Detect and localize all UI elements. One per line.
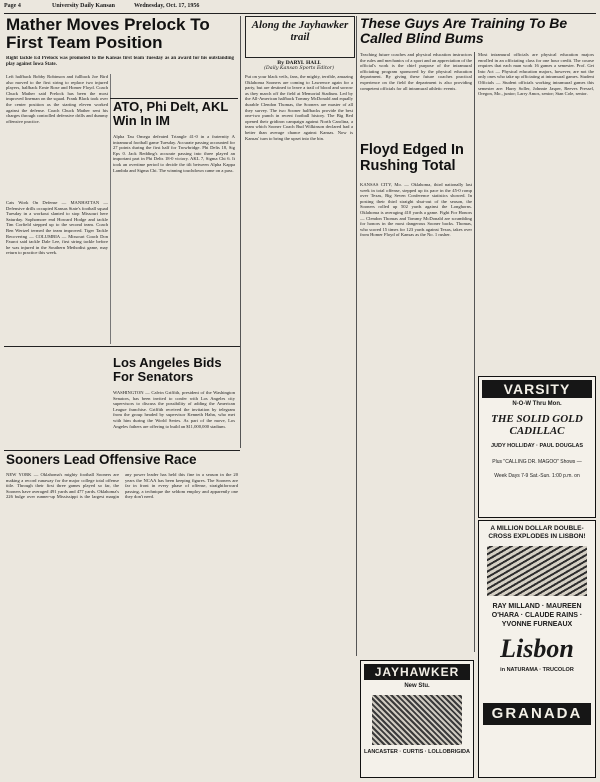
- page-number: Page 4: [4, 3, 21, 9]
- jayhawker-acts: LANCASTER · CURTIS · LOLLOBRIGIDA: [363, 749, 471, 755]
- mather-lead: Right tackle Ed Prelock was promoted to the Kansas first team Tuesday as an award for his outstanding play against Iowa State.: [6, 56, 234, 67]
- trail-subbyline: (Daily Kansan Sports Editor): [264, 66, 334, 71]
- jayhawker-sub: New Stu.: [404, 683, 430, 689]
- trail-logo: [245, 16, 355, 58]
- trail-title: Along the Jayhawker trail: [251, 19, 349, 43]
- varsity-times: Week Days 7-9 Sat.-Sun. 1:00 p.m. on: [494, 473, 580, 479]
- col-rule-1: [240, 16, 241, 448]
- guys-right: Most intramural officials are physical education majors enrolled in an officiating class for one hour credit. The course requires that each man work 16 games a semester. Prof. Get Into Act — Physical education majors, however, are not the only ones who take up officiating at intramural games. Student Officials — Student officials working intramural games this semester are: Harry Soller, Johnnie Jasper, Reeves Pressel, Oregon, Mo., junior; Larry Amos, senior; Stan Cole, senior.: [478, 52, 594, 97]
- varsity-now: N-O-W Thru Mon.: [512, 401, 562, 407]
- col-rule-3: [356, 446, 357, 656]
- mather-col-2: Cats Work On Defense — MANHATTAN — Defensive drills occupied Kansas State's football squad Tuesday in a workout slanted to stop Missouri here Saturday. Sophomore end Howard Hodge and tackle Tim Corfield stepped up to the second team. Coach Ben Wertzel termed the team improved. Tiger Tackle Recovering — COLUMBIA — Missouri Coach Don Faurot said tackle Dale Lee, first string tackle before he was injured in the Southern Methodist game, may return to practice this week.: [6, 200, 108, 256]
- varsity-feature: THE SOLID GOLD CADILLAC: [491, 413, 583, 437]
- sooners-headline: Sooners Lead Offensive Race: [6, 452, 197, 467]
- trail-byline: By DARYL HALL: [277, 60, 321, 66]
- losangeles-body: WASHINGTON — Calvin Griffith, president of the Washington Senators, has been invited to confer with Los Angeles city supervisors to discuss the possibility of adding the American League franchise. Griffith received the invitation by telegram from the group headed by supervisor Kenneth Hahn, who met with him during the World Series. As part of the move, Los Angeles fathers are offering to build an $11,000,000 stadium.: [113, 390, 235, 429]
- floyd-headline: Floyd Edged In Rushing Total: [360, 142, 464, 174]
- ato-headline: ATO, Phi Delt, AKL Win In IM: [113, 99, 229, 128]
- jayhawker-ad: [360, 660, 474, 778]
- ato-body: Alpha Tau Omega defeated Triangle 41-0 in a fraternity A intramural football game Tuesday. Accurate passing accounted for 27 points during the first half for Trowbridge. Phi Delts 18, Sig Eps 0. Jack Redding's accurate passing into three played an important part in Phi Delts 18-0 victory. AKL 7, Sigma Chi 6. It took an overtime period to decide the tilt between Alpha Kappa Lambda and Sigma Chi. The winning touchdown came on a pass.: [113, 134, 235, 173]
- varsity-stars: JUDY HOLLIDAY · PAUL DOUGLAS: [491, 443, 583, 449]
- col-rule-4: [474, 52, 475, 652]
- varsity-name: VARSITY: [482, 380, 592, 398]
- col-rule-2: [356, 16, 357, 446]
- mather-headline: Mather Moves Prelock To First Team Position: [6, 15, 210, 52]
- granada-tagline: A MILLION DOLLAR DOUBLE-CROSS EXPLODES IN LISBON!: [488, 525, 586, 540]
- sooners-top-rule: [4, 450, 240, 451]
- top-rule: [4, 13, 596, 14]
- guys-headline: These Guys Are Training To Be Called Blind Bums: [360, 15, 568, 46]
- trail-body: Put on your black veils, fans, the mighty, terrible, amazing Oklahoma Sooners are coming to Lawrence again for a party, but are destined to leave a trail of blood and sorrow as they march off the field at Memorial Stadium. Led by the All-American halfback Tommy McDonald and equally durable Clendon Thomas, the Sooners are master of all they survey. The two Sooner halfbacks provide the best one-two punch in recent football history. The Big Red opened their gridiron campaign against North Carolina, a team which Sooner Coach Bud Wilkinson declared had a better than average chance against Kansas. Now is Kansas' turn to bring the upset into the bin.: [245, 74, 353, 141]
- mid-rule-left: [4, 346, 240, 347]
- jayhawker-name: JAYHAWKER: [364, 664, 470, 680]
- granada-process: in NATURAMA · TRUCOLOR: [500, 667, 574, 673]
- jayhawker-artwork: [372, 695, 462, 745]
- guys-body: Teaching future coaches and physical education instructors the rules and mechanics of a sport and an appreciation of the official's work is the chief purpose of the intramural officiating program sponsored by the physical education department. By giving these future coaches practical experience on the field the department is also providing competent officials for all intramural athletic events.: [360, 52, 472, 91]
- losangeles-headline: Los Angeles Bids For Senators: [113, 355, 222, 384]
- col-divider: [110, 74, 111, 344]
- floyd-body: KANSAS CITY, Mo. — Oklahoma, third nationally last week in total offense, stepped up its pace in the 45-0 romp over Texas, Big Seven Conference statistics showed. In posting their third straight shut-out of the season, the Sooners rolled up 502 yards against the Longhorns. Oklahoma is averaging 410 yards a game. Fight For Honors — Clendon Thomas and Tommy McDonald are scrambling for honors in the most dangerous Sooner backs. Thomas, who scored 15 times for 123 yards against Texas, takes over from Homer Floyd of Kansas as the No. 1 rusher.: [360, 182, 472, 238]
- varsity-ad: [478, 376, 596, 518]
- paper-name: University Daily Kansan: [52, 3, 116, 9]
- sooners-body: NEW YORK — Oklahoma's mighty football Sooners are making a record runaway for the major college total offense title. Through their first three games played so far, the Sooners have averaged 491 yards and 477 yards. Oklahoma's 226 bulge over runner-up Mississippi is the largest margin any power leader has held this fine in a season in the 20 years the NCAA has been keeping figures. The Sooners are far in front in every phase of offense, straightforward passing, a technique the seldom employ and apparently one they don't need.: [6, 472, 238, 500]
- issue-date: Wednesday, Oct. 17, 1956: [134, 3, 200, 9]
- folio-line: [4, 3, 596, 13]
- granada-title: Lisbon: [500, 634, 574, 663]
- granada-ad: [478, 520, 596, 778]
- varsity-plus: Plus "CALLING DR. MAGOO" Shows —: [492, 459, 582, 465]
- granada-artwork: [487, 546, 587, 596]
- mather-col-1: Left halfback Bobby Robinson and fullback Joe Bird also moved to the first string to replace two injured players, halfback Ernie Rose and Homer Floyd. Coach Chuck Mather said Prelock has been the most improved lineman on the squad. Frank Black took over the center position as the starting eleven worked against the defense. Coach Chuck Mather sent his charges through controlled defensive drills and dummy offensive practice.: [6, 74, 108, 124]
- granada-stars: RAY MILLAND · MAUREEN O'HARA · CLAUDE RAINS · YVONNE FURNEAUX: [491, 603, 583, 628]
- granada-name: GRANADA: [483, 703, 591, 725]
